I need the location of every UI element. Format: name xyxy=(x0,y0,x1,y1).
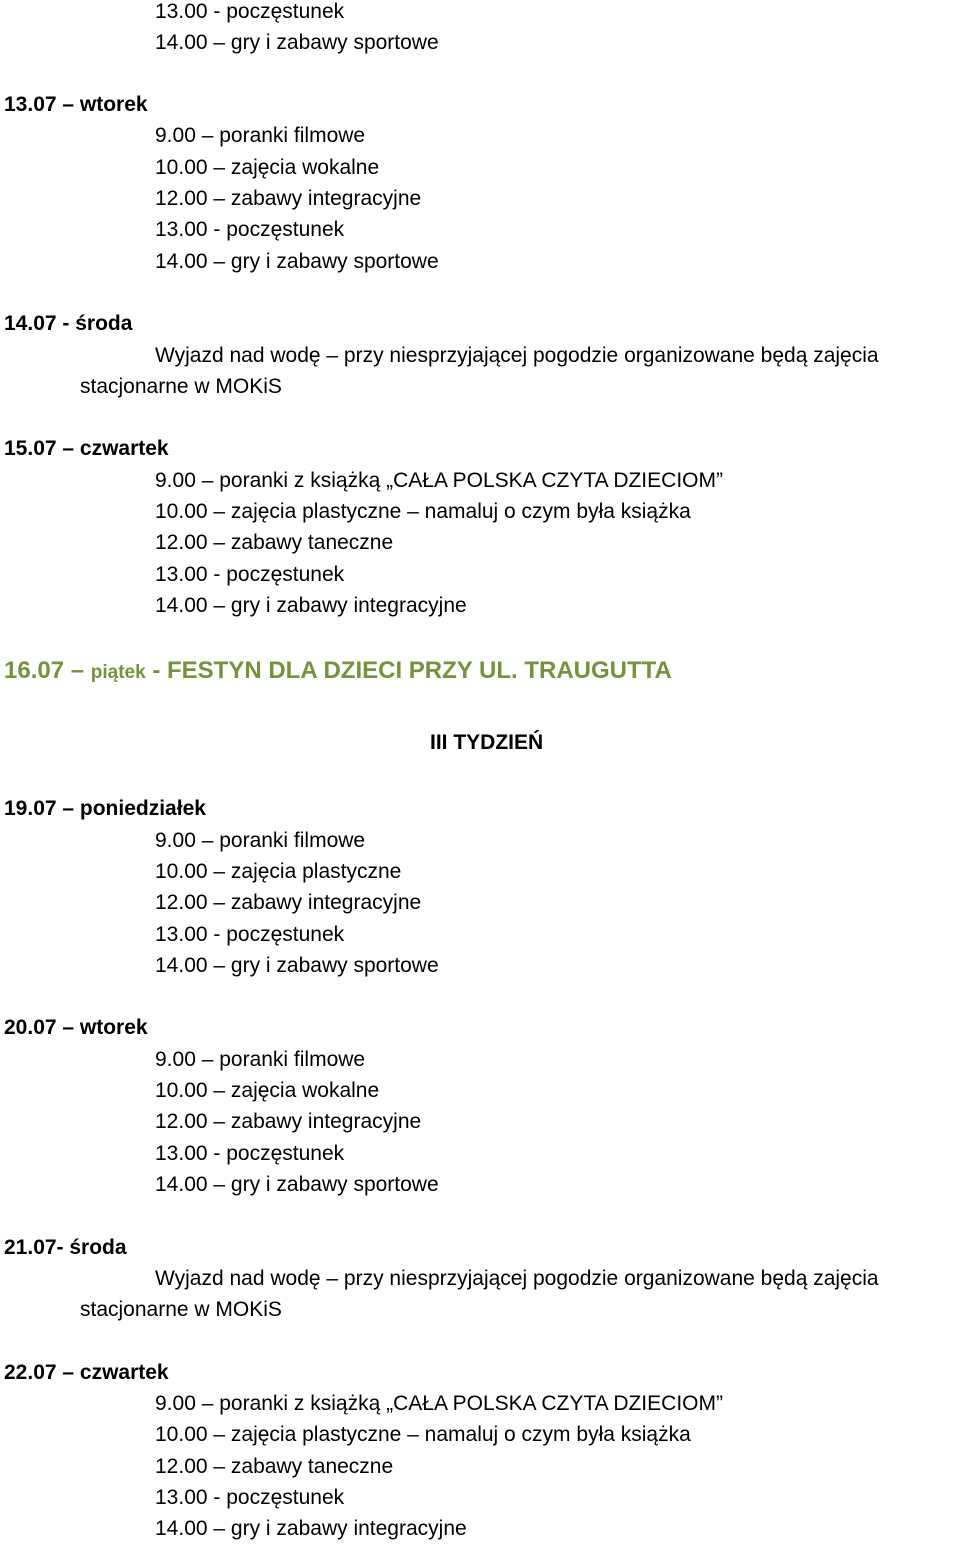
list-item: 12.00 – zabawy taneczne xyxy=(155,531,394,554)
day-heading: 21.07- środa xyxy=(4,1236,127,1259)
list-item: 14.00 – gry i zabawy integracyjne xyxy=(155,594,467,617)
list-item: 12.00 – zabawy taneczne xyxy=(155,1455,394,1478)
list-item: 12.00 – zabawy integracyjne xyxy=(155,187,422,210)
day-heading: 14.07 - środa xyxy=(4,312,133,335)
paragraph-line: Wyjazd nad wodę – przy niesprzyjającej pogodzie organizowane będą zajęcia xyxy=(155,1267,879,1290)
list-item: 13.00 - poczęstunek xyxy=(155,0,345,23)
list-item: 9.00 – poranki z książką „CAŁA POLSKA CZYTA DZIECIOM” xyxy=(155,1392,723,1415)
list-item: 10.00 – zajęcia plastyczne – namaluj o czym była książka xyxy=(155,500,691,523)
list-item: 14.00 – gry i zabawy integracyjne xyxy=(155,1517,467,1540)
list-item: 13.00 - poczęstunek xyxy=(155,1486,345,1509)
day-heading: 15.07 – czwartek xyxy=(4,437,169,460)
list-item: 9.00 – poranki z książką „CAŁA POLSKA CZYTA DZIECIOM” xyxy=(155,469,723,492)
day-heading: 22.07 – czwartek xyxy=(4,1361,169,1384)
list-item: 9.00 – poranki filmowe xyxy=(155,829,366,852)
list-item: 10.00 – zajęcia wokalne xyxy=(155,1079,380,1102)
list-item: 13.00 - poczęstunek xyxy=(155,218,345,241)
list-item: 13.00 - poczęstunek xyxy=(155,1142,345,1165)
paragraph-line: stacjonarne w MOKiS xyxy=(80,375,282,398)
list-item: 12.00 – zabawy integracyjne xyxy=(155,1110,422,1133)
festyn-date: 16.07 – xyxy=(4,657,91,684)
festyn-title: - FESTYN DLA DZIECI PRZY UL. TRAUGUTTA xyxy=(145,657,672,684)
list-item: 14.00 – gry i zabawy sportowe xyxy=(155,250,439,273)
list-item: 10.00 – zajęcia plastyczne xyxy=(155,860,402,883)
paragraph-line: Wyjazd nad wodę – przy niesprzyjającej pogodzie organizowane będą zajęcia xyxy=(155,344,879,367)
day-heading: 20.07 – wtorek xyxy=(4,1016,148,1039)
list-item: 14.00 – gry i zabawy sportowe xyxy=(155,31,439,54)
festyn-heading xyxy=(4,654,672,688)
list-item: 13.00 - poczęstunek xyxy=(155,563,345,586)
list-item: 10.00 – zajęcia plastyczne – namaluj o czym była książka xyxy=(155,1423,691,1446)
list-item: 10.00 – zajęcia wokalne xyxy=(155,156,380,179)
day-heading: 13.07 – wtorek xyxy=(4,93,148,116)
day-heading: 19.07 – poniedziałek xyxy=(4,797,206,820)
list-item: 13.00 - poczęstunek xyxy=(155,923,345,946)
list-item: 9.00 – poranki filmowe xyxy=(155,124,366,147)
list-item: 14.00 – gry i zabawy sportowe xyxy=(155,1173,439,1196)
paragraph-line: stacjonarne w MOKiS xyxy=(80,1298,282,1321)
list-item: 14.00 – gry i zabawy sportowe xyxy=(155,954,439,977)
list-item: 12.00 – zabawy integracyjne xyxy=(155,891,422,914)
festyn-day: piątek xyxy=(90,662,146,683)
week-title: III TYDZIEŃ xyxy=(430,731,544,754)
list-item: 9.00 – poranki filmowe xyxy=(155,1048,366,1071)
